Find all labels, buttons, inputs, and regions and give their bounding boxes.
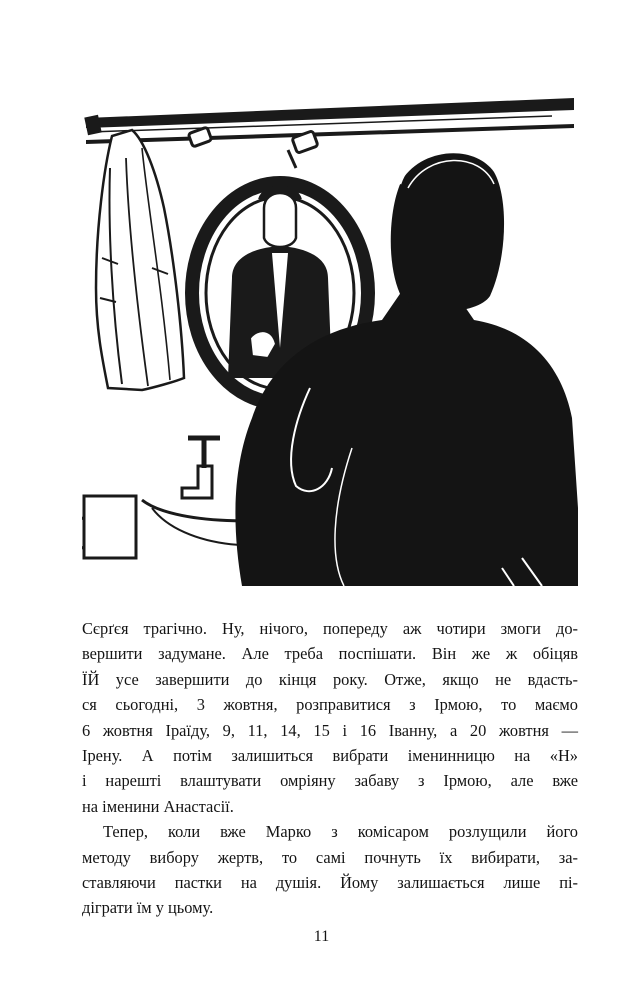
paragraph-2 <box>82 819 578 921</box>
text-line: на іменини Анастасії. <box>82 796 234 816</box>
man-shaving-at-mirror-illustration <box>82 88 578 586</box>
text-line: Ірену. А потім залишиться вибрати іменинницю на «Н» <box>82 746 578 766</box>
page-number: 11 <box>313 928 330 945</box>
text-line: і нарешті влаштувати омріяну забаву з Ірмою, але вже <box>82 771 578 791</box>
illustration <box>82 88 578 586</box>
text-line: методу вибору жертв, то самі почнуть їх вибирати, за- <box>82 847 578 867</box>
text-line: вершити задумане. Але треба поспішати. Він же ж обіцяв <box>82 644 578 664</box>
text-line: ставляючи пастки на душія. Йому залишається лише пі- <box>82 873 578 893</box>
paragraph-1 <box>82 616 578 819</box>
text-line: Тепер, коли вже Марко з комісаром розлущили його <box>103 822 578 842</box>
text-line: діграти їм у цьому. <box>82 898 214 918</box>
text-line: ся сьогодні, 3 жовтня, розправитися з Ірмою, то маємо <box>82 695 578 715</box>
body-text <box>82 616 578 921</box>
text-line: Сєрґєя трагічно. Ну, нічого, попереду аж чотири змоги до- <box>82 619 578 638</box>
text-line: 6 жовтня Іраїду, 9, 11, 14, 15 і 16 Іванну, а 20 жовтня — <box>82 720 578 740</box>
text-line: ЇЙ усе завершити до кінця року. Отже, якщо не вдасть- <box>82 669 578 689</box>
